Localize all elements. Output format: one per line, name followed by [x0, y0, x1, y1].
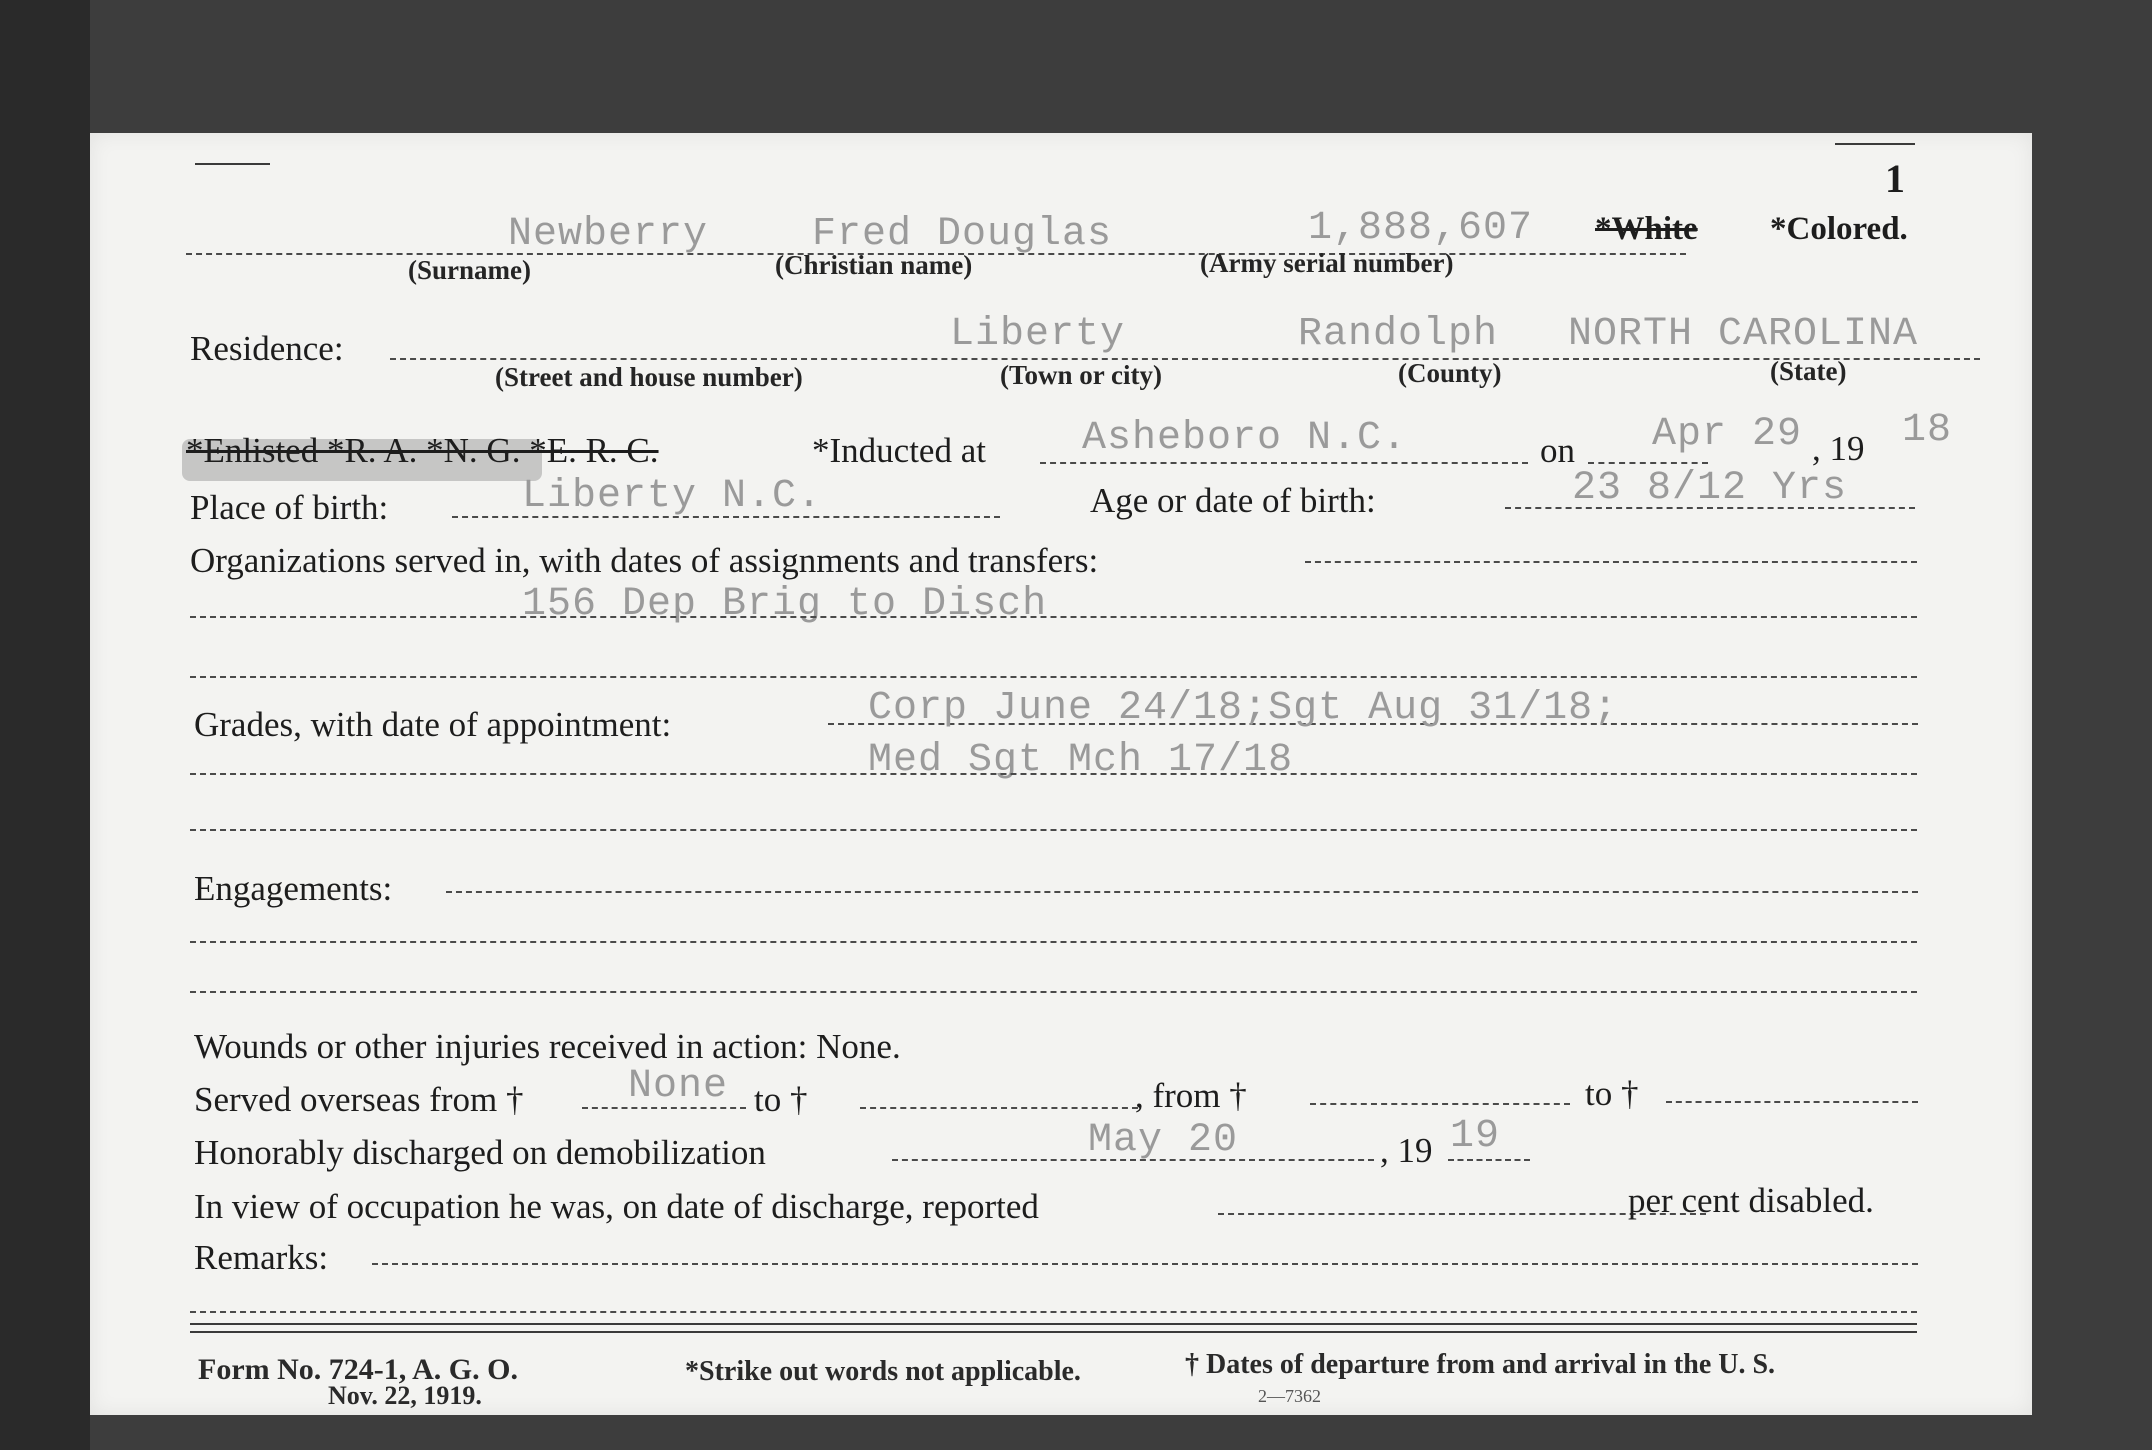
inducted-on-label: on: [1540, 431, 1575, 470]
discharge-year-line: [1448, 1159, 1530, 1161]
overseas-to2-label: to †: [1585, 1074, 1639, 1113]
inducted-date-line: [1588, 462, 1708, 464]
grades-value-line-2: Med Sgt Mch 17/18: [868, 738, 1294, 783]
organizations-label: Organizations served in, with dates of assignments and transfers:: [190, 541, 1099, 580]
christian-name-value: Fred Douglas: [812, 212, 1113, 257]
discharge-label: Honorably discharged on demobilization: [194, 1133, 766, 1172]
residence-town-value: Liberty: [950, 312, 1126, 357]
street-caption: (Street and house number): [495, 362, 803, 392]
residence-state-value: NORTH CAROLINA: [1568, 312, 1919, 357]
discharge-year-prefix: , 19: [1380, 1131, 1433, 1170]
grades-line-3: [190, 829, 1917, 831]
age-value: 23 8/12 Yrs: [1572, 466, 1848, 511]
remarks-line-1: [372, 1263, 1918, 1265]
place-of-birth-value: Liberty N.C.: [522, 474, 823, 519]
enlisted-options: *Enlisted *R. A. *N. G. *E. R. C.: [186, 431, 659, 470]
residence-line: [390, 358, 1980, 360]
inducted-at-line: [1040, 462, 1528, 464]
overseas-to-line: [860, 1107, 1138, 1109]
engagements-line-1: [446, 891, 1918, 893]
overseas-from2-line: [1310, 1103, 1570, 1105]
inducted-year-prefix: , 19: [1812, 429, 1865, 468]
overseas-to2-line: [1666, 1101, 1918, 1103]
town-caption: (Town or city): [1000, 360, 1162, 390]
engagements-label: Engagements:: [194, 869, 393, 908]
served-overseas-value: None: [628, 1064, 729, 1109]
overseas-from2-label: , from †: [1135, 1076, 1247, 1115]
footer-rule-1: [190, 1323, 1917, 1325]
state-caption: (State): [1770, 356, 1847, 386]
grades-value-line-1: Corp June 24/18;Sgt Aug 31/18;: [868, 686, 1619, 731]
remarks-line-2: [190, 1311, 1917, 1313]
wounds-label: Wounds or other injuries received in action: None.: [194, 1027, 901, 1066]
race-white-option: *White: [1595, 211, 1698, 247]
disability-label: In view of occupation he was, on date of discharge, reported: [194, 1187, 1039, 1226]
record-card: [90, 133, 2032, 1415]
christian-name-caption: (Christian name): [775, 250, 973, 280]
dates-note: † Dates of departure from and arrival in the U. S.: [1185, 1349, 1776, 1380]
organizations-value: 156 Dep Brig to Disch: [522, 582, 1048, 627]
discharge-date-value: May 20: [1088, 1118, 1239, 1163]
residence-county-value: Randolph: [1298, 312, 1499, 357]
form-number: Form No. 724-1, A. G. O.: [198, 1353, 518, 1386]
discharge-year-value: 19: [1450, 1114, 1501, 1159]
remarks-label: Remarks:: [194, 1238, 329, 1277]
top-left-rule: [195, 163, 270, 165]
serial-number-caption: (Army serial number): [1200, 248, 1454, 278]
footer-rule-2: [190, 1331, 1917, 1333]
inducted-year-value: 18: [1902, 408, 1953, 453]
residence-label: Residence:: [190, 329, 344, 368]
top-right-rule: [1835, 143, 1915, 145]
inducted-place-value: Asheboro N.C.: [1082, 416, 1408, 461]
county-caption: (County): [1398, 358, 1502, 388]
age-label: Age or date of birth:: [1090, 481, 1376, 520]
printer-mark: 2—7362: [1258, 1386, 1321, 1406]
organizations-line-1: [1305, 561, 1917, 563]
engagements-line-3: [190, 991, 1917, 993]
surname-caption: (Surname): [408, 255, 531, 285]
place-of-birth-label: Place of birth:: [190, 488, 389, 527]
strike-note: *Strike out words not applicable.: [685, 1356, 1081, 1387]
disability-suffix: per cent disabled.: [1628, 1181, 1874, 1220]
inducted-date-value: Apr 29: [1652, 412, 1803, 457]
race-colored-option: *Colored.: [1770, 211, 1908, 247]
overseas-to-label: to †: [754, 1080, 808, 1119]
served-overseas-label: Served overseas from †: [194, 1080, 524, 1119]
surname-value: Newberry: [508, 212, 709, 257]
inducted-at-label: *Inducted at: [812, 431, 986, 470]
grades-label: Grades, with date of appointment:: [194, 705, 672, 744]
organizations-line-3: [190, 676, 1917, 678]
form-date: Nov. 22, 1919.: [328, 1381, 482, 1410]
organizations-line-2: [190, 616, 1917, 618]
serial-number-value: 1,888,607: [1308, 206, 1534, 251]
scan-left-edge: [0, 0, 90, 1450]
engagements-line-2: [190, 941, 1917, 943]
card-number: 1: [1885, 156, 1905, 201]
grades-line-2: [190, 773, 1917, 775]
